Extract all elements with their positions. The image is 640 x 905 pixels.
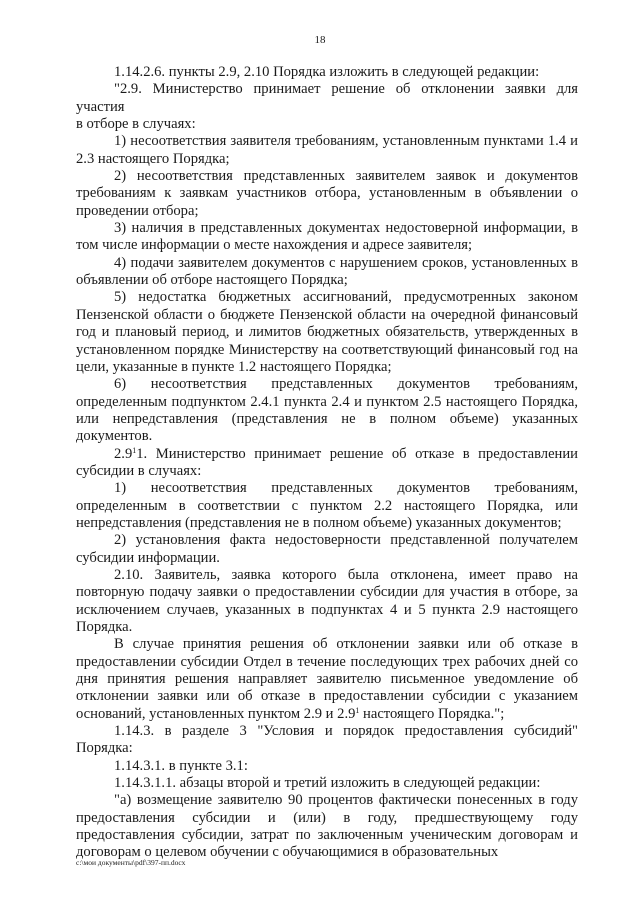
paragraph-14-tail: настоящего Порядка."; (359, 705, 505, 722)
paragraph-2: "2.9. Министерство принимает решение об отклонении заявки для участия (76, 81, 578, 115)
paragraph-14-text: В случае принятия решения об отклонении заявки или об отказе в предоставлении субсидии Отдел в течение последующих трех рабочих дней со дня принятия решения направляет заявителю письменное уведомление об отклонении заявки или об отказе в предоставлении субсидии с указанием оснований, установленных пунктом 2.9 и 2.9 (76, 636, 578, 722)
paragraph-14 (76, 636, 578, 723)
paragraph-5: 2) несоответствия представленных заявителем заявок и документов требованиям к заявкам участников отбора, установленным в объявлении о проведении отбора; (76, 168, 578, 219)
paragraph-10 (76, 446, 578, 481)
superscript-1: 1 (132, 445, 137, 455)
document-body (76, 64, 578, 862)
paragraph-10-prefix: 2.9 (114, 445, 133, 462)
page-number: 18 (314, 34, 326, 46)
paragraph-4: 1) несоответствия заявителя требованиям, установленным пунктами 1.4 и 2.3 настоящего Порядка; (76, 133, 578, 167)
paragraph-1: 1.14.2.6. пункты 2.9, 2.10 Порядка изложить в следующей редакции: (114, 64, 540, 80)
paragraph-15: 1.14.3. в разделе 3 "Условия и порядок предоставления субсидий" Порядка: (76, 723, 578, 757)
paragraph-8: 5) недостатка бюджетных ассигнований, предусмотренных законом Пензенской области о бюджете Пензенской области на очередной финансовый год и плановый период, и лимитов бюджетных обязательств, утвержденных в установленном порядке Министерству на соответствующий финансовый год на цели, указанные в пункте 1.2 настоящего Порядка; (76, 289, 578, 375)
paragraph-9: 6) несоответствия представленных документов требованиям, определенным подпунктом 2.4.1 пункта 2.4 и пунктом 2.5 настоящего Порядка, или непредставления (представления не в полном объеме) указанных документов. (76, 376, 578, 445)
footer-file-path: c:\мои документы\pdf\397-пп.docx (76, 858, 186, 867)
paragraph-3: в отборе в случаях: (76, 116, 196, 133)
paragraph-17: 1.14.3.1.1. абзацы второй и третий изложить в следующей редакции: (114, 775, 541, 792)
paragraph-10-text: 1. Министерство принимает решение об отказе в предоставлении субсидии в случаях: (76, 445, 578, 479)
superscript-2: 1 (355, 705, 360, 715)
paragraph-6: 3) наличия в представленных документах недостоверной информации, в том числе информации о месте нахождения и адресе заявителя; (76, 220, 578, 254)
paragraph-12: 2) установления факта недостоверности представленной получателем субсидии информации. (76, 532, 578, 566)
paragraph-13: 2.10. Заявитель, заявка которого была отклонена, имеет право на повторную подачу заявки о предоставлении субсидии для участия в отборе, за исключением случаев, указанных в подпунктах 4 и 5 пункта 2.9 настоящего Порядка. (76, 566, 578, 635)
paragraph-16: 1.14.3.1. в пункте 3.1: (114, 757, 248, 774)
paragraph-7: 4) подачи заявителем документов с нарушением сроков, установленных в объявлении об отборе настоящего Порядка; (76, 254, 578, 289)
paragraph-18: "а) возмещение заявителю 90 процентов фактически понесенных в году предоставления субсидии и (или) в году, предшествующему году предоставления субсидии, затрат по заключенным ученическим договорам и договорам о целевом обучении с обучающимися в образовательных (76, 792, 578, 861)
paragraph-11: 1) несоответствия представленных документов требованиям, определенным в соответствии с пунктом 2.2 настоящего Порядка, или непредставления (представления не в полном объеме) указанных документов; (76, 480, 578, 531)
